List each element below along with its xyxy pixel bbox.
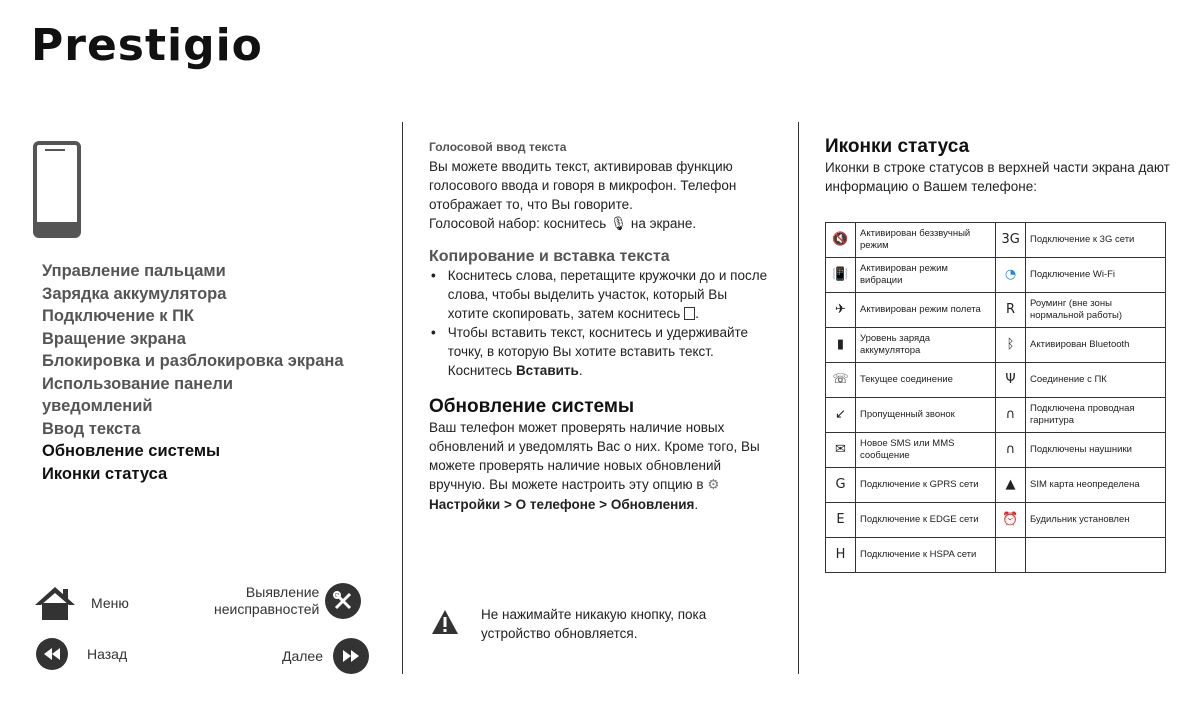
table-of-contents bbox=[42, 260, 392, 485]
status-icon-cell bbox=[996, 398, 1026, 433]
status-icon-cell bbox=[996, 258, 1026, 293]
table-row bbox=[826, 468, 1166, 503]
status-icons-title: Иконки статуса bbox=[825, 136, 970, 157]
settings-path: Настройки > О телефоне > Обновления bbox=[429, 497, 695, 512]
status-icon-cell bbox=[996, 363, 1026, 398]
table-row bbox=[826, 363, 1166, 398]
toc-item-fingers[interactable]: Управление пальцами bbox=[42, 262, 226, 280]
paste-keyword: Вставить bbox=[515, 363, 579, 378]
toc-item-status-icons[interactable]: Иконки статуса bbox=[42, 464, 168, 483]
tools-icon bbox=[325, 583, 361, 619]
status-description: Новое SMS или MMS сообщение bbox=[856, 433, 996, 468]
roaming-icon: R bbox=[1005, 302, 1016, 317]
status-description: Будильник установлен bbox=[1026, 503, 1166, 538]
status-icon-cell bbox=[826, 503, 856, 538]
status-description: Подключена проводная гарнитура bbox=[1026, 398, 1166, 433]
status-description: Роуминг (вне зоны нормальной работы) bbox=[1026, 293, 1166, 328]
next-button[interactable] bbox=[282, 638, 369, 674]
status-icon-cell bbox=[826, 433, 856, 468]
back-button[interactable] bbox=[36, 638, 127, 670]
copy-bullet-2-end: . bbox=[578, 363, 583, 378]
table-row bbox=[826, 293, 1166, 328]
rewind-icon bbox=[36, 638, 68, 670]
toc-item-lock[interactable]: Блокировка и разблокировка экрана bbox=[42, 352, 344, 370]
status-icon-cell bbox=[996, 503, 1026, 538]
status-icon-cell bbox=[826, 293, 856, 328]
toc-item-text-input[interactable]: Ввод текста bbox=[42, 419, 141, 438]
warning-note bbox=[429, 605, 769, 643]
edge-icon: E bbox=[836, 512, 845, 527]
status-description: Текущее соединение bbox=[856, 363, 996, 398]
table-row bbox=[826, 223, 1166, 258]
status-description: Подключение к GPRS сети bbox=[856, 468, 996, 503]
status-icons-intro: Иконки в строке статусов в верхней части экрана дают информацию о Вашем телефоне: bbox=[825, 160, 1170, 194]
status-description: Пропущенный звонок bbox=[856, 398, 996, 433]
menu-label: Меню bbox=[91, 595, 129, 611]
toc-item-battery[interactable]: Зарядка аккумулятора bbox=[42, 284, 227, 303]
text-input-column bbox=[429, 138, 769, 641]
voice-dial-end: на экране. bbox=[627, 216, 697, 231]
status-description: Подключение к HSPA сети bbox=[856, 538, 996, 573]
divider-right bbox=[798, 122, 799, 674]
system-update-text: Ваш телефон может проверять наличие новых обновлений и уведомлять Вас о них. Кроме того, Вы можете проверять наличие новых обновлений вручную. Вы можете настроить эту опцию в bbox=[429, 420, 760, 492]
table-row bbox=[826, 258, 1166, 293]
usb-icon: Ψ bbox=[1005, 372, 1016, 387]
system-update-title: Обновление системы bbox=[429, 396, 635, 417]
status-icon-cell bbox=[996, 223, 1026, 258]
divider-left bbox=[402, 122, 403, 674]
status-description: Соединение с ПК bbox=[1026, 363, 1166, 398]
status-icon-cell bbox=[996, 538, 1026, 573]
status-description: Уровень заряда аккумулятора bbox=[856, 328, 996, 363]
status-description: SIM карта неопределена bbox=[1026, 468, 1166, 503]
warning-text: Не нажимайте никакую кнопку, пока устройство обновляется. bbox=[481, 607, 707, 641]
status-icons-table bbox=[825, 222, 1166, 573]
troubleshoot-label-line1: Выявление bbox=[245, 584, 320, 600]
copy-bullet-1: Коснитесь слова, перетащите кружочки до и после слова, чтобы выделить участок, который Вы хотите скопировать, затем коснитесь bbox=[447, 268, 768, 321]
system-update-end: . bbox=[694, 497, 699, 512]
empty-cell bbox=[1002, 544, 1020, 562]
status-icon-cell bbox=[826, 538, 856, 573]
voice-dial-line bbox=[429, 214, 769, 234]
copy-paste-title: Копирование и вставка текста bbox=[429, 248, 670, 265]
voice-dial-text: Голосовой набор: коснитесь bbox=[429, 216, 610, 231]
copy-bullet-2: Чтобы вставить текст, коснитесь и удерживайте точку, в которую Вы хотите вставить текст. Коснитесь bbox=[447, 325, 749, 378]
vibrate-icon: 📳 bbox=[832, 267, 849, 282]
table-row bbox=[826, 538, 1166, 573]
copy-bullet-1-end: . bbox=[695, 306, 699, 321]
toc-item-notifications[interactable]: Использование панели bbox=[42, 374, 234, 393]
table-row bbox=[826, 433, 1166, 468]
warning-icon bbox=[431, 609, 459, 635]
battery-icon: ▮ bbox=[836, 337, 845, 352]
status-description: Активирован Bluetooth bbox=[1026, 328, 1166, 363]
status-icon-cell bbox=[826, 363, 856, 398]
status-icon-cell bbox=[996, 293, 1026, 328]
table-row bbox=[826, 503, 1166, 538]
status-icon-cell bbox=[826, 398, 856, 433]
voice-input-body: Вы можете вводить текст, активировав функцию голосового ввода и говоря в микрофон. Телефон отображает то, что Вы говорите. bbox=[429, 159, 737, 212]
status-icon-cell bbox=[826, 328, 856, 363]
voice-input-title: Голосовой ввод текста bbox=[429, 140, 567, 154]
settings-gear-icon: ⚙ bbox=[707, 477, 720, 493]
microphone-icon: 🎙 bbox=[609, 216, 628, 232]
3g-icon: 3G bbox=[1001, 232, 1020, 247]
status-description: Активирован беззвучный режим bbox=[856, 223, 996, 258]
home-icon bbox=[33, 585, 77, 621]
airplane-icon: ✈ bbox=[835, 302, 846, 317]
menu-button[interactable] bbox=[33, 585, 129, 621]
sim-warning-icon: ▲ bbox=[1005, 477, 1016, 492]
list-item: • Коснитесь слова, перетащите кружочки до и после слова, чтобы выделить участок, который Вы хотите скопировать, затем коснитесь . bbox=[431, 268, 768, 321]
call-icon: ☏ bbox=[832, 372, 849, 387]
toc-item-notifications-cont[interactable]: уведомлений bbox=[42, 397, 153, 415]
status-icon-cell bbox=[996, 433, 1026, 468]
copy-icon bbox=[684, 307, 695, 320]
status-description: Подключение Wi-Fi bbox=[1026, 258, 1166, 293]
wifi-icon: ◔ bbox=[1004, 267, 1017, 282]
gprs-icon: G bbox=[835, 477, 846, 492]
toc-item-rotation[interactable]: Вращение экрана bbox=[42, 329, 186, 348]
phone-illustration bbox=[33, 141, 81, 238]
system-update-body bbox=[429, 418, 769, 514]
toc-item-system-update[interactable]: Обновление системы bbox=[42, 442, 221, 460]
table-row bbox=[826, 398, 1166, 433]
bluetooth-icon: ᛒ bbox=[1006, 337, 1015, 352]
back-label: Назад bbox=[87, 646, 128, 662]
status-description: Подключение к 3G сети bbox=[1026, 223, 1166, 258]
fast-forward-icon bbox=[333, 638, 369, 674]
alarm-icon: ⏰ bbox=[1002, 512, 1019, 527]
headphones-icon: ∩ bbox=[1005, 442, 1016, 457]
silent-mode-icon: 🔇 bbox=[832, 232, 849, 247]
hspa-icon: H bbox=[835, 547, 846, 562]
headset-icon: ∩ bbox=[1005, 407, 1016, 422]
table-row bbox=[826, 328, 1166, 363]
status-description bbox=[1026, 538, 1166, 573]
status-icon-cell bbox=[996, 468, 1026, 503]
missed-call-icon: ↙ bbox=[835, 407, 846, 422]
toc-item-pc[interactable]: Подключение к ПК bbox=[42, 307, 194, 325]
status-icon-cell bbox=[826, 223, 856, 258]
sms-icon: ✉ bbox=[835, 442, 846, 457]
status-description: Активирован режим вибрации bbox=[856, 258, 996, 293]
list-item: • Чтобы вставить текст, коснитесь и удерживайте точку, в которую Вы хотите вставить текст. Коснитесь Вставить. bbox=[431, 325, 749, 378]
status-description: Активирован режим полета bbox=[856, 293, 996, 328]
status-icons-section bbox=[825, 136, 1170, 196]
status-description: Подключение к EDGE сети bbox=[856, 503, 996, 538]
troubleshoot-button[interactable] bbox=[214, 583, 361, 619]
troubleshoot-label-line2: неисправностей bbox=[214, 601, 320, 617]
status-description: Подключены наушники bbox=[1026, 433, 1166, 468]
brand-logo: Prestigio bbox=[31, 20, 263, 71]
status-icon-cell bbox=[826, 468, 856, 503]
status-icon-cell bbox=[996, 328, 1026, 363]
status-icon-cell bbox=[826, 258, 856, 293]
next-label: Далее bbox=[282, 648, 324, 664]
